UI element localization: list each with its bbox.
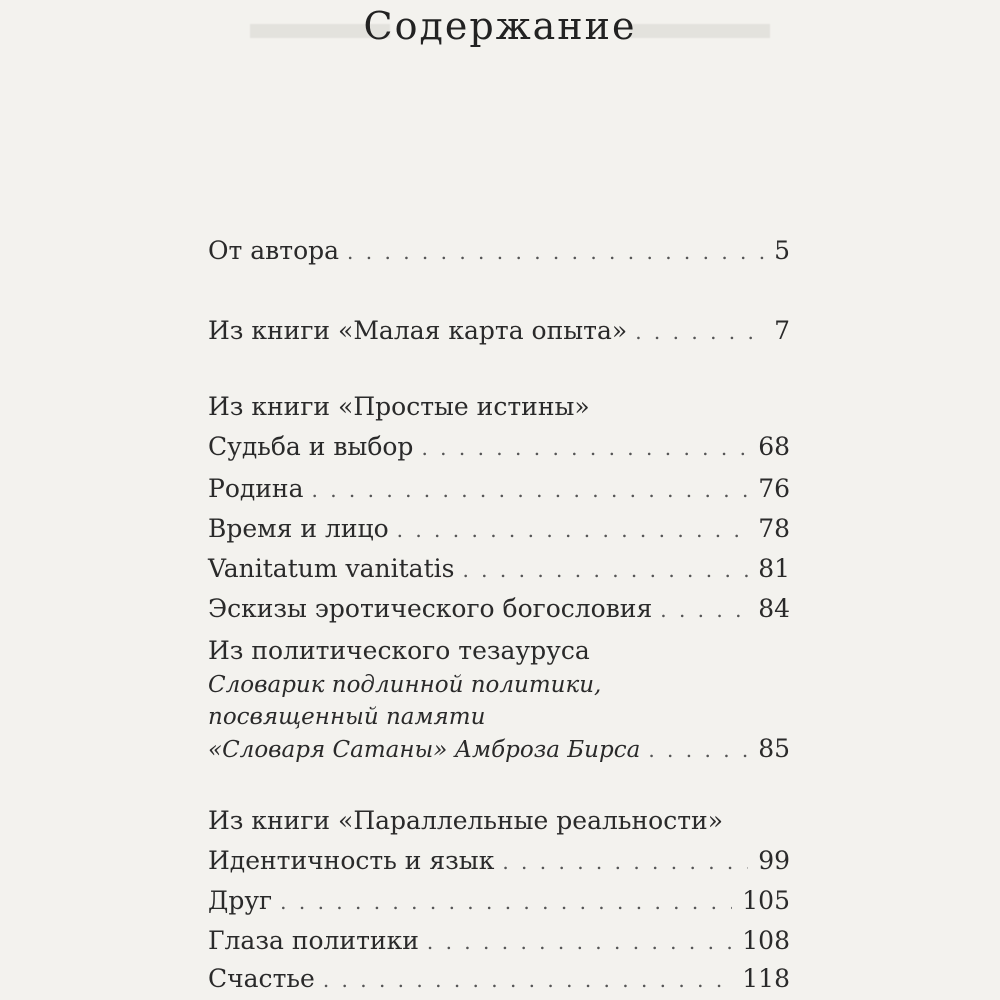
toc-entry-title: От автора: [208, 236, 340, 265]
leader-dots: [397, 515, 749, 545]
toc-entry[interactable]: [208, 886, 790, 917]
leader-dots: [347, 237, 764, 267]
toc-entry-page: 105: [742, 886, 790, 915]
toc-entry[interactable]: [208, 554, 790, 585]
toc-entry[interactable]: [208, 514, 790, 545]
toc-entry[interactable]: [208, 926, 790, 957]
toc-entry-page: 108: [742, 926, 790, 955]
toc-entry-title: Из политического тезауруса: [208, 636, 590, 665]
toc-entry-title: Родина: [208, 474, 304, 503]
toc-entry[interactable]: [208, 316, 790, 347]
leader-dots: [648, 735, 748, 765]
toc-subtitle-line: посвященный памяти: [208, 704, 486, 730]
toc-entry-page: 99: [758, 846, 790, 875]
toc-section-heading: Из книги «Простые истины»: [208, 392, 590, 421]
toc-subtitle-line: «Словаря Сатаны» Амброза Бирса: [208, 737, 641, 763]
leader-dots: [462, 555, 748, 585]
toc-entry[interactable]: [208, 474, 790, 505]
toc-subtitle-line: Словарик подлинной политики,: [208, 672, 602, 698]
leader-dots: [312, 475, 749, 505]
toc-entry[interactable]: [208, 964, 790, 995]
toc-entry[interactable]: [208, 734, 790, 765]
toc-entry-title: Из книги «Малая карта опыта»: [208, 316, 628, 345]
leader-dots: [323, 965, 732, 995]
leader-dots: [502, 847, 748, 877]
toc-entry[interactable]: [208, 432, 790, 463]
leader-dots: [280, 887, 732, 917]
toc-entry-title: Время и лицо: [208, 514, 389, 543]
toc-entry-title: Идентичность и язык: [208, 846, 495, 875]
toc-entry-title: Друг: [208, 886, 273, 915]
toc-entry-title: Судьба и выбор: [208, 432, 414, 461]
toc-entry-page: 81: [758, 554, 790, 583]
toc-entry-page: 84: [758, 594, 790, 623]
leader-dots: [421, 433, 748, 463]
toc-entry-page: 118: [742, 964, 790, 993]
toc-entry-page: 85: [758, 734, 790, 763]
table-of-contents: [208, 0, 790, 1000]
toc-entry-page: 68: [758, 432, 790, 461]
toc-entry[interactable]: [208, 594, 790, 625]
leader-dots: [660, 595, 748, 625]
toc-entry-page: 76: [758, 474, 790, 503]
leader-dots: [427, 927, 732, 957]
toc-entry[interactable]: [208, 236, 790, 267]
toc-entry-title: Эскизы эротического богословия: [208, 594, 653, 623]
toc-section-heading: Из книги «Параллельные реальности»: [208, 806, 724, 835]
toc-entry[interactable]: [208, 846, 790, 877]
toc-entry-title: Vanitatum vanitatis: [208, 554, 455, 583]
toc-entry-page: 7: [774, 316, 790, 345]
page-title: Содержание: [363, 4, 637, 48]
toc-entry-page: 5: [774, 236, 790, 265]
leader-dots: [635, 317, 764, 347]
toc-entry-title: Счастье: [208, 964, 315, 993]
toc-entry-page: 78: [758, 514, 790, 543]
toc-entry-title: Глаза политики: [208, 926, 419, 955]
